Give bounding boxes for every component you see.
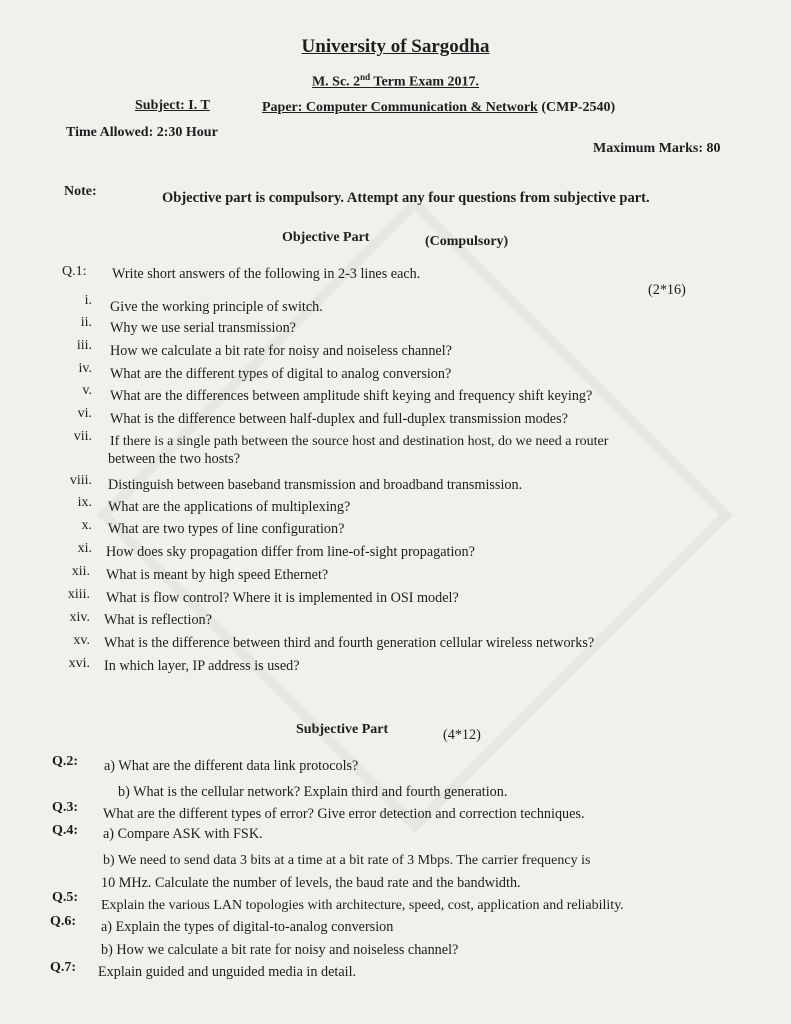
paper-title: Paper: Computer Communication & Network (262, 100, 538, 115)
q2-part-b: b) What is the cellular network? Explain third and fourth generation. (118, 784, 508, 800)
note-label: Note: (64, 184, 97, 199)
item-number: viii. (69, 473, 92, 488)
list-item: Why we use serial transmission? (110, 320, 296, 336)
subjective-heading: Subjective Part (296, 722, 389, 737)
item-number: xii. (71, 564, 90, 579)
q6-part-b: b) How we calculate a bit rate for noisy and noiseless channel? (101, 942, 459, 958)
time-allowed: Time Allowed: 2:30 Hour (66, 125, 218, 140)
list-item: What is meant by high speed Ethernet? (106, 567, 329, 583)
q7-label: Q.7: (50, 960, 77, 975)
list-item: What are two types of line configuration? (108, 521, 345, 537)
list-item: What is reflection? (104, 612, 212, 628)
q5-text: Explain the various LAN topologies with architecture, speed, cost, application and reliability. (101, 898, 624, 913)
list-item: In which layer, IP address is used? (104, 658, 300, 674)
item-number: ii. (80, 315, 92, 330)
item-number: xv. (73, 633, 90, 648)
item-number: vi. (77, 406, 92, 421)
item-number: v. (82, 383, 92, 398)
item-number: i. (84, 293, 92, 308)
q5-label: Q.5: (52, 890, 79, 905)
subjective-heading-note: (4*12) (443, 727, 481, 743)
list-item: Distinguish between baseband transmission and broadband transmission. (108, 477, 523, 493)
max-marks: Maximum Marks: 80 (593, 141, 721, 156)
list-item: What are the differences between amplitude shift keying and frequency shift keying? (110, 388, 593, 404)
item-number: xi. (77, 541, 92, 556)
list-item: What are the applications of multiplexing? (108, 499, 351, 515)
q7-text: Explain guided and unguided media in detail. (98, 964, 357, 980)
university-title: University of Sargodha (301, 36, 490, 57)
list-item: How does sky propagation differ from line-of-sight propagation? (106, 544, 475, 560)
q6-label: Q.6: (50, 914, 77, 929)
note-text: Objective part is compulsory. Attempt any four questions from subjective part. (162, 190, 650, 206)
item-number: vii. (73, 429, 92, 444)
item-number: iii. (76, 338, 92, 353)
list-item: What is the difference between third and fourth generation cellular wireless networks? (104, 635, 595, 651)
list-item: What is the difference between half-duplex and full-duplex transmission modes? (110, 411, 568, 427)
list-item: Give the working principle of switch. (110, 299, 323, 315)
objective-heading: Objective Part (282, 230, 370, 245)
q4-part-a: a) Compare ASK with FSK. (103, 826, 263, 842)
item-number: ix. (77, 495, 92, 510)
item-number: x. (81, 518, 92, 533)
q3-label: Q.3: (52, 800, 79, 815)
list-item: What is flow control? Where it is implemented in OSI model? (106, 590, 459, 606)
exam-title: M. Sc. 2nd Term Exam 2017. (311, 72, 480, 90)
q2-part-a: a) What are the different data link protocols? (104, 758, 359, 774)
list-item: What are the different types of digital to analog conversion? (110, 366, 452, 382)
q4-label: Q.4: (52, 823, 79, 838)
item-number: xiv. (69, 610, 90, 625)
q1-label: Q.1: (62, 264, 87, 279)
subject-label: Subject: I. T (135, 98, 210, 113)
q1-marks: (2*16) (648, 282, 686, 298)
paper-line (262, 100, 615, 116)
q4-part-b-line2: 10 MHz. Calculate the number of levels, the baud rate and the bandwidth. (101, 875, 521, 891)
paper-code: (CMP-2540) (541, 100, 616, 115)
item-number: xiii. (67, 587, 90, 602)
item-number: iv. (78, 361, 92, 376)
q1-text: Write short answers of the following in 2-3 lines each. (112, 266, 421, 282)
list-item-continued: between the two hosts? (108, 451, 240, 467)
list-item: How we calculate a bit rate for noisy and noiseless channel? (110, 343, 452, 359)
item-number: xvi. (68, 656, 90, 671)
objective-heading-note: (Compulsory) (425, 234, 509, 249)
list-item: If there is a single path between the source host and destination host, do we need a router (110, 434, 609, 449)
q3-text: What are the different types of error? Give error detection and correction techniques. (103, 806, 585, 822)
q6-part-a: a) Explain the types of digital-to-analog conversion (101, 919, 394, 935)
q2-label: Q.2: (52, 754, 79, 769)
q4-part-b-line1: b) We need to send data 3 bits at a time at a bit rate of 3 Mbps. The carrier frequency is (103, 853, 591, 868)
